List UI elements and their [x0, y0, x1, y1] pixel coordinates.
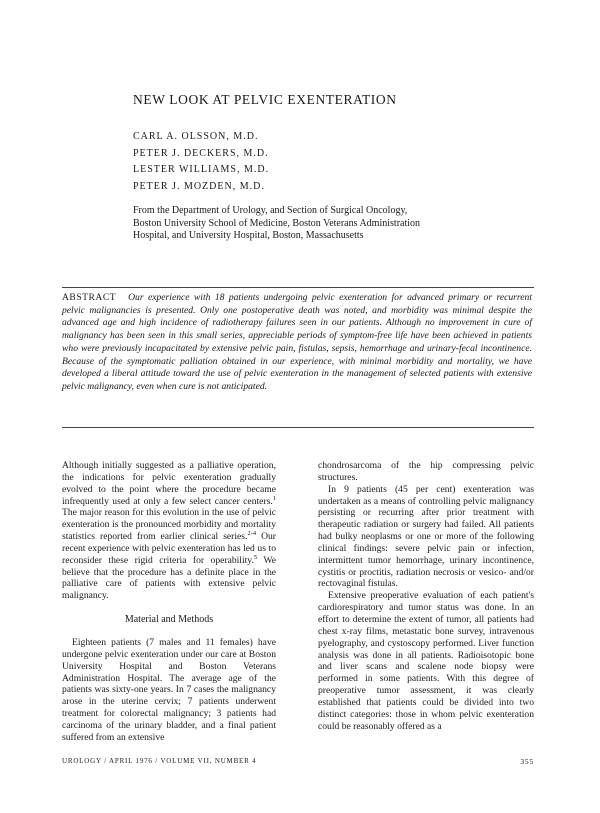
- methods-paragraph-continued: chondrosarcoma of the hip compressing pelvic structures.: [318, 460, 534, 483]
- methods-paragraph: Eighteen patients (7 males and 11 females) have undergone pelvic exenteration under our care at Boston University Hospital and Boston Veterans Administration Hospital. The average age of the patients was sixty-one years. In 7 cases the malignancy arose in the uterine cervix; 7 patients underwent treatment for colorectal malignancy; 3 patients had carcinoma of the urinary bladder, and a final patient suffered from an extensive: [62, 636, 276, 743]
- methods-paragraph: In 9 patients (45 per cent) exenteration was undertaken as a means of controlling pelvic malignancy persisting or recurring after prior treatment with therapeutic radiation or surgery had failed. All patients had bulky neoplasms or one or more of the following clinical findings: severe pelvic pain or infection, intermittent tumor hemorrhage, urinary incontinence, cystitis or proctitis, radiation necrosis or vesico- and/or rectovaginal fistulas.: [318, 483, 534, 590]
- author-name: PETER J. DECKERS, M.D.: [133, 147, 269, 159]
- abstract-text: Our experience with 18 patients undergoing pelvic exenteration for advanced primary or recurrent pelvic malignancies is presented. Only one postoperative death was noted, and morbidity was minimal despite the advanced age and high incidence of radiotherapy failures seen in our patients. Although no improvement in cure of malignancy has been seen in this small series, appreciable periods of symptom-free life have been achieved in patients who were previously incapacitated by extensive pelvic pain, fistulas, sepsis, hemorrhage and urinary-fecal incontinence. Because of the symptomatic palliation obtained in our experience, with minimal morbidity and mortality, we have developed a liberal attitude toward the use of pelvic exenteration in the management of selected patients with extensive pelvic malignancy, even when cure is not anticipated.: [62, 292, 532, 392]
- page-footer: [62, 757, 534, 769]
- reference-marker: 1: [272, 494, 276, 502]
- body-column-right: [318, 460, 534, 732]
- page-number: 355: [520, 757, 534, 766]
- abstract-label: ABSTRACT: [62, 292, 117, 303]
- article-title: NEW LOOK AT PELVIC EXENTERATION: [133, 92, 397, 107]
- reference-marker: 2-4: [247, 529, 257, 537]
- author-name: PETER J. MOZDEN, M.D.: [133, 180, 265, 192]
- abstract: [62, 292, 532, 394]
- methods-paragraph: Extensive preoperative evaluation of each patient's cardiorespiratory and tumor status was done. In an effort to determine the extent of tumor, all patients had chest x-ray films, metastatic bone survey, intravenous pyelography, and cystoscopy performed. Liver function analysis was done in all patients. Radioisotopic bone and liver scans and scalene node biopsy were performed in some patients. With this degree of preoperative tumor assessment, it was clearly established that patients could be divided into two distinct categories: those in whom pelvic exenteration could be reasonably offered as a: [318, 590, 534, 732]
- section-heading: Material and Methods: [124, 614, 214, 626]
- abstract-bottom-rule: [62, 427, 534, 428]
- intro-paragraph: Although initially suggested as a palliative operation, the indications for pelvic exenteration gradually evolved to the point where the procedure became infrequently used at only a few select cancer centers.$^1$ The major reason for this evolution in the use of pelvic exenteration is the pronounced morbidity and mortality statistics reported from earlier clinical series.$^{2-4}$ Our recent experience with pelvic exenteration has led us to reconsider these rigid criteria for operability.$^5$ We believe that the procedure has a definite place in the palliative care of patients with extensive pelvic malignancy.: [62, 460, 276, 602]
- affiliation: From the Department of Urology, and Section of Surgical Oncology, Boston University School of Medicine, Boston Veterans Administration Hospital, and University Hospital, Boston, Massachusetts: [133, 205, 421, 242]
- journal-citation: UROLOGY / APRIL 1976 / VOLUME VII, NUMBER 4: [62, 757, 257, 765]
- author-name: LESTER WILLIAMS, M.D.: [133, 164, 270, 175]
- author-name: CARL A. OLSSON, M.D.: [133, 131, 259, 142]
- body-column-left: [62, 460, 276, 744]
- abstract-top-rule: [62, 287, 534, 288]
- author-list: [133, 129, 269, 195]
- reference-marker: 5: [253, 553, 258, 561]
